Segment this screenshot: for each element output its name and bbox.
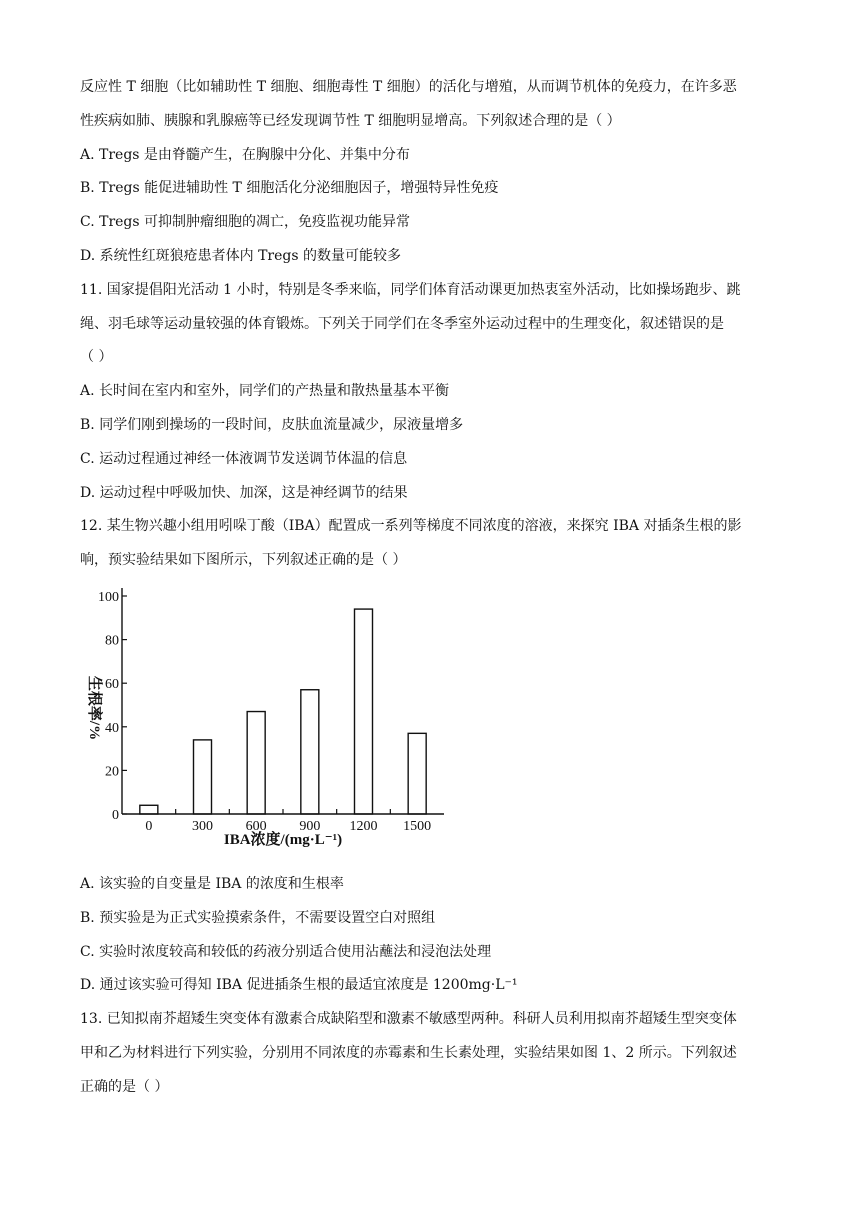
text-line: D. 系统性红斑狼疮患者体内 Tregs 的数量可能较多 [80, 248, 401, 264]
x-tick-label: 1500 [403, 819, 432, 834]
bar-900 [301, 690, 319, 814]
text-line: 性疾病如肺、胰腺和乳腺癌等已经发现调节性 T 细胞明显增高。下列叙述合理的是（ ） [80, 112, 621, 129]
text-line: B. 预实验是为正式实验摸索条件，不需要设置空白对照组 [80, 909, 436, 926]
text-line: （ ） [80, 349, 113, 366]
text-line: B. Tregs 能促进辅助性 T 细胞活化分泌细胞因子，增强特异性免疫 [80, 180, 499, 197]
x-axis-label: IBA浓度/(mg·L⁻¹) [223, 832, 343, 848]
y-tick-label: 40 [105, 720, 119, 736]
text-line: 绳、羽毛球等运动量较强的体育锻炼。下列关于同学们在冬季室外运动过程中的生理变化，叙述错误的是 [80, 315, 724, 332]
text-line: C. Tregs 可抑制肿瘤细胞的凋亡，免疫监视功能异常 [80, 214, 411, 231]
x-tick-label: 300 [192, 819, 213, 834]
y-tick-label: 80 [105, 633, 119, 649]
text-line: 11. 国家提倡阳光活动 1 小时，特别是冬季来临，同学们体育活动课更加热衷室外活动，比如操场跑步、跳 [80, 281, 741, 298]
text-line: 正确的是（ ） [80, 1078, 169, 1095]
text-line: B. 同学们刚到操场的一段时间，皮肤血流量减少，尿液量增多 [80, 417, 464, 433]
y-axis-label: 生根率/% [86, 675, 102, 741]
text-line: 反应性 T 细胞（比如辅助性 T 细胞、细胞毒性 T 细胞）的活化与增殖，从而调节机体的免疫力，在许多恶 [80, 79, 737, 95]
y-tick-label: 20 [105, 764, 119, 780]
bar-300 [194, 740, 212, 814]
text-line: A. 长时间在室内和室外，同学们的产热量和散热量基本平衡 [80, 383, 450, 400]
y-tick-label: 100 [98, 590, 119, 605]
iba-rooting-bar-chart [76, 580, 456, 850]
text-line: 13. 已知拟南芥超矮生突变体有激素合成缺陷型和激素不敏感型两种。科研人员利用拟南芥超矮生型突变体 [80, 1011, 737, 1028]
text-line: C. 实验时浓度较高和较低的药液分别适合使用沾蘸法和浸泡法处理 [80, 943, 492, 960]
bar-1200 [355, 609, 373, 814]
text-line: 12. 某生物兴趣小组用吲哚丁酸（IBA）配置成一系列等梯度不同浓度的溶液，来探究 IBA 对插条生根的影 [80, 518, 742, 535]
bar-1500 [408, 733, 426, 814]
x-tick-label: 900 [299, 819, 321, 834]
x-tick-label: 1200 [349, 819, 378, 834]
text-line: C. 运动过程通过神经一体液调节发送调节体温的信息 [80, 450, 408, 467]
bar-0 [140, 805, 158, 814]
text-line: A. Tregs 是由脊髓产生，在胸腺中分化、并集中分布 [80, 146, 410, 163]
text-line: D. 运动过程中呼吸加快、加深，这是神经调节的结果 [80, 484, 408, 501]
x-tick-label: 600 [245, 819, 267, 834]
text-line: A. 该实验的自变量是 IBA 的浓度和生根率 [80, 876, 344, 892]
x-tick-label: 0 [145, 819, 153, 834]
text-line: 甲和乙为材料进行下列实验，分别用不同浓度的赤霉素和生长素处理，实验结果如图 1、2 所示。下列叙述 [80, 1045, 737, 1061]
bar-600 [247, 712, 265, 814]
text-line: 响，预实验结果如下图所示，下列叙述正确的是（ ） [80, 552, 407, 569]
y-tick-label: 0 [112, 808, 119, 823]
y-tick-label: 60 [105, 677, 119, 693]
text-line: D. 通过该实验可得知 IBA 促进插条生根的最适宜浓度是 1200mg·L⁻¹ [80, 977, 518, 994]
